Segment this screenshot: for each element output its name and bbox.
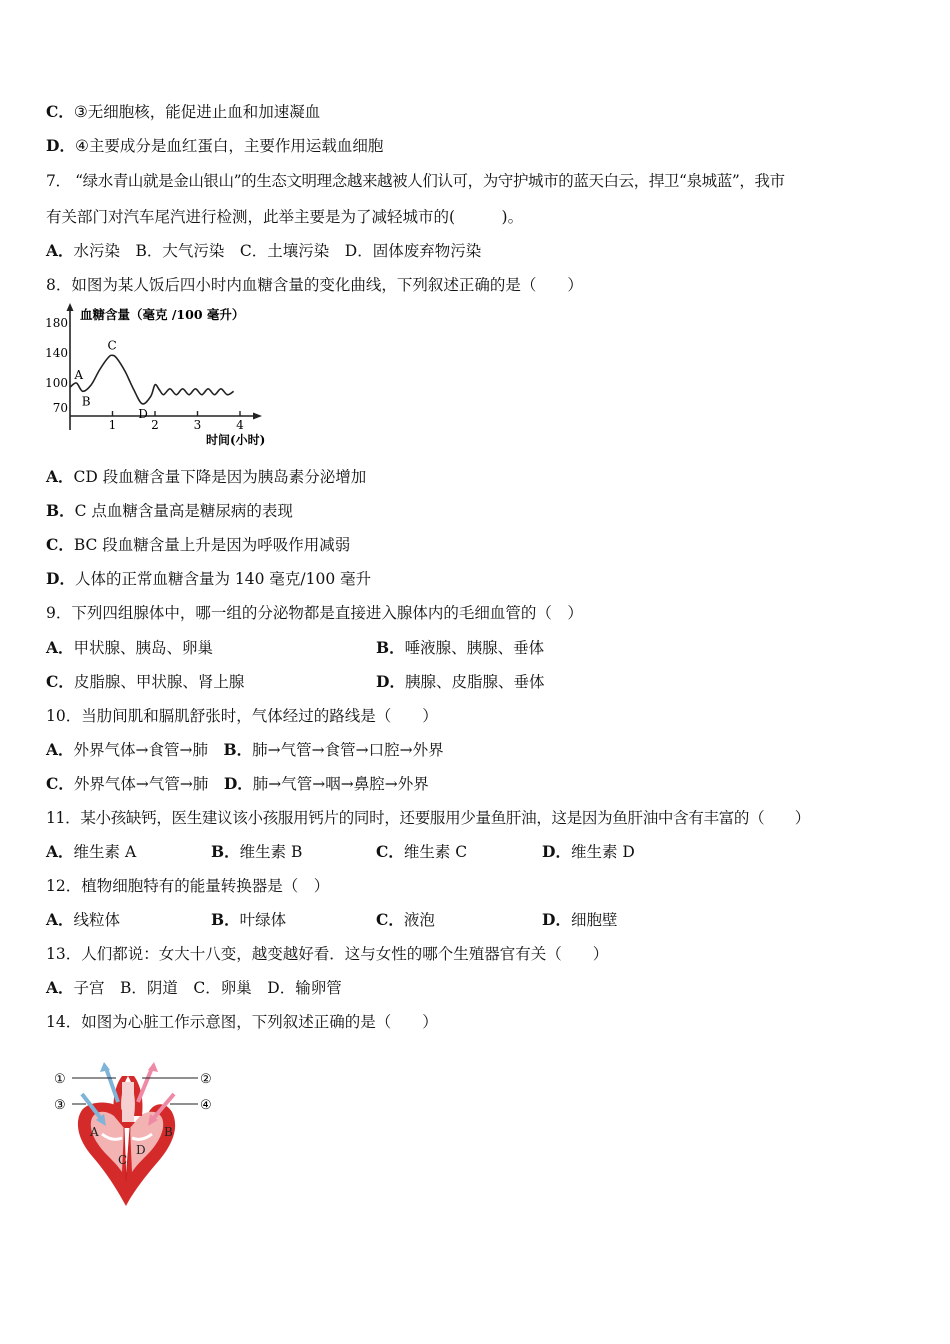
- option-12c: C．液泡: [376, 910, 435, 929]
- point-label-B: B: [81, 394, 91, 409]
- option-11d: D．维生素 D: [542, 842, 635, 861]
- question-10-options-row1: A．外界气体→食管→肺 B．肺→气管→食管→口腔→外界: [46, 740, 444, 759]
- option-12a: A．线粒体: [46, 910, 121, 929]
- question-10-stem: 10．当肋间肌和膈肌舒张时，气体经过的路线是（ ）: [46, 707, 438, 725]
- option-11c: C．维生素 C: [376, 842, 468, 861]
- option-9a: A．甲状腺、胰岛、卵巢: [46, 638, 214, 657]
- option-6c: C．③无细胞核，能促进止血和加速凝血: [46, 102, 321, 121]
- question-9-stem: 9．下列四组腺体中，哪一组的分泌物都是直接进入腺体内的毛细血管的（ ）: [46, 604, 583, 622]
- x-tick-label: 3: [193, 418, 202, 432]
- label-3: ③: [54, 1098, 66, 1113]
- option-11b: B．维生素 B: [211, 842, 303, 861]
- option-9b: B．唾液腺、胰腺、垂体: [376, 638, 545, 657]
- label-C: C: [118, 1153, 128, 1167]
- label-D: D: [136, 1143, 146, 1157]
- label-1: ①: [54, 1072, 66, 1087]
- option-9d: D．胰腺、皮脂腺、垂体: [376, 672, 545, 691]
- x-tick-label: 4: [236, 418, 244, 432]
- y-tick-label: 100: [45, 376, 68, 390]
- label-2: ②: [200, 1072, 212, 1087]
- question-12-stem: 12．植物细胞特有的能量转换器是（ ）: [46, 877, 330, 895]
- arrow-blue-up: [106, 1068, 118, 1102]
- x-axis-arrow: [253, 413, 262, 420]
- option-6d: D．④主要成分是血红蛋白，主要作用运载血细胞: [46, 136, 384, 155]
- label-A: A: [90, 1125, 99, 1139]
- question-11-stem: 11．某小孩缺钙，医生建议该小孩服用钙片的同时，还要服用少量鱼肝油，这是因为鱼肝油中含有丰富的（ ）: [46, 809, 810, 827]
- y-axis-arrow: [67, 303, 74, 311]
- x-axis-label: 时间(小时): [206, 433, 266, 447]
- arrow-pink-up: [138, 1068, 152, 1102]
- label-4: ④: [200, 1098, 212, 1113]
- heart-diagram: [52, 1062, 222, 1212]
- question-13-stem: 13．人们都说：女大十八变，越变越好看．这与女性的哪个生殖器官有关（ ）: [46, 945, 609, 963]
- question-7-stem: 7． “绿水青山就是金山银山”的生态文明理念越来越被人们认可，为守护城市的蓝天白云，捍卫“泉城蓝”，我市: [46, 172, 785, 190]
- option-8b: B．C 点血糖含量高是糖尿病的表现: [46, 501, 293, 520]
- glucose-curve: [70, 355, 234, 404]
- y-tick-label: 70: [52, 401, 68, 415]
- question-7-options: A．水污染 B．大气污染 C．土壤污染 D．固体废弃物污染: [46, 241, 482, 260]
- option-9c: C．皮脂腺、甲状腺、肾上腺: [46, 672, 245, 691]
- question-8-stem: 8．如图为某人饭后四小时内血糖含量的变化曲线，下列叙述正确的是（ ）: [46, 276, 583, 294]
- x-tick-label: 1: [108, 418, 117, 432]
- option-12b: B．叶绿体: [211, 910, 287, 929]
- option-8a: A．CD 段血糖含量下降是因为胰岛素分泌增加: [46, 467, 367, 486]
- blood-glucose-chart: [44, 300, 284, 450]
- option-8d: D．人体的正常血糖含量为 140 毫克/100 毫升: [46, 569, 372, 588]
- question-7-stem-cont: 有关部门对汽车尾汽进行检测，此举主要是为了减轻城市的( )。: [46, 208, 524, 226]
- question-10-options-row2: C．外界气体→气管→肺 D．肺→气管→咽→鼻腔→外界: [46, 774, 429, 793]
- question-13-options: A．子宫 B．阴道 C．卵巢 D．输卵管: [46, 978, 342, 997]
- option-8c: C．BC 段血糖含量上升是因为呼吸作用减弱: [46, 535, 351, 554]
- option-12d: D．细胞壁: [542, 910, 618, 929]
- vessel-core: [122, 1082, 134, 1122]
- y-tick-label: 140: [45, 346, 68, 360]
- point-label-C: C: [107, 338, 117, 353]
- question-14-stem: 14．如图为心脏工作示意图，下列叙述正确的是（ ）: [46, 1013, 438, 1031]
- point-label-D: D: [138, 406, 148, 421]
- y-tick-label: 180: [45, 316, 68, 330]
- y-axis-label: 血糖含量（毫克 /100 毫升）: [80, 307, 245, 322]
- label-B: B: [164, 1125, 173, 1139]
- option-11a: A．维生素 A: [46, 842, 137, 861]
- x-tick-label: 2: [151, 418, 159, 432]
- point-label-A: A: [74, 368, 84, 382]
